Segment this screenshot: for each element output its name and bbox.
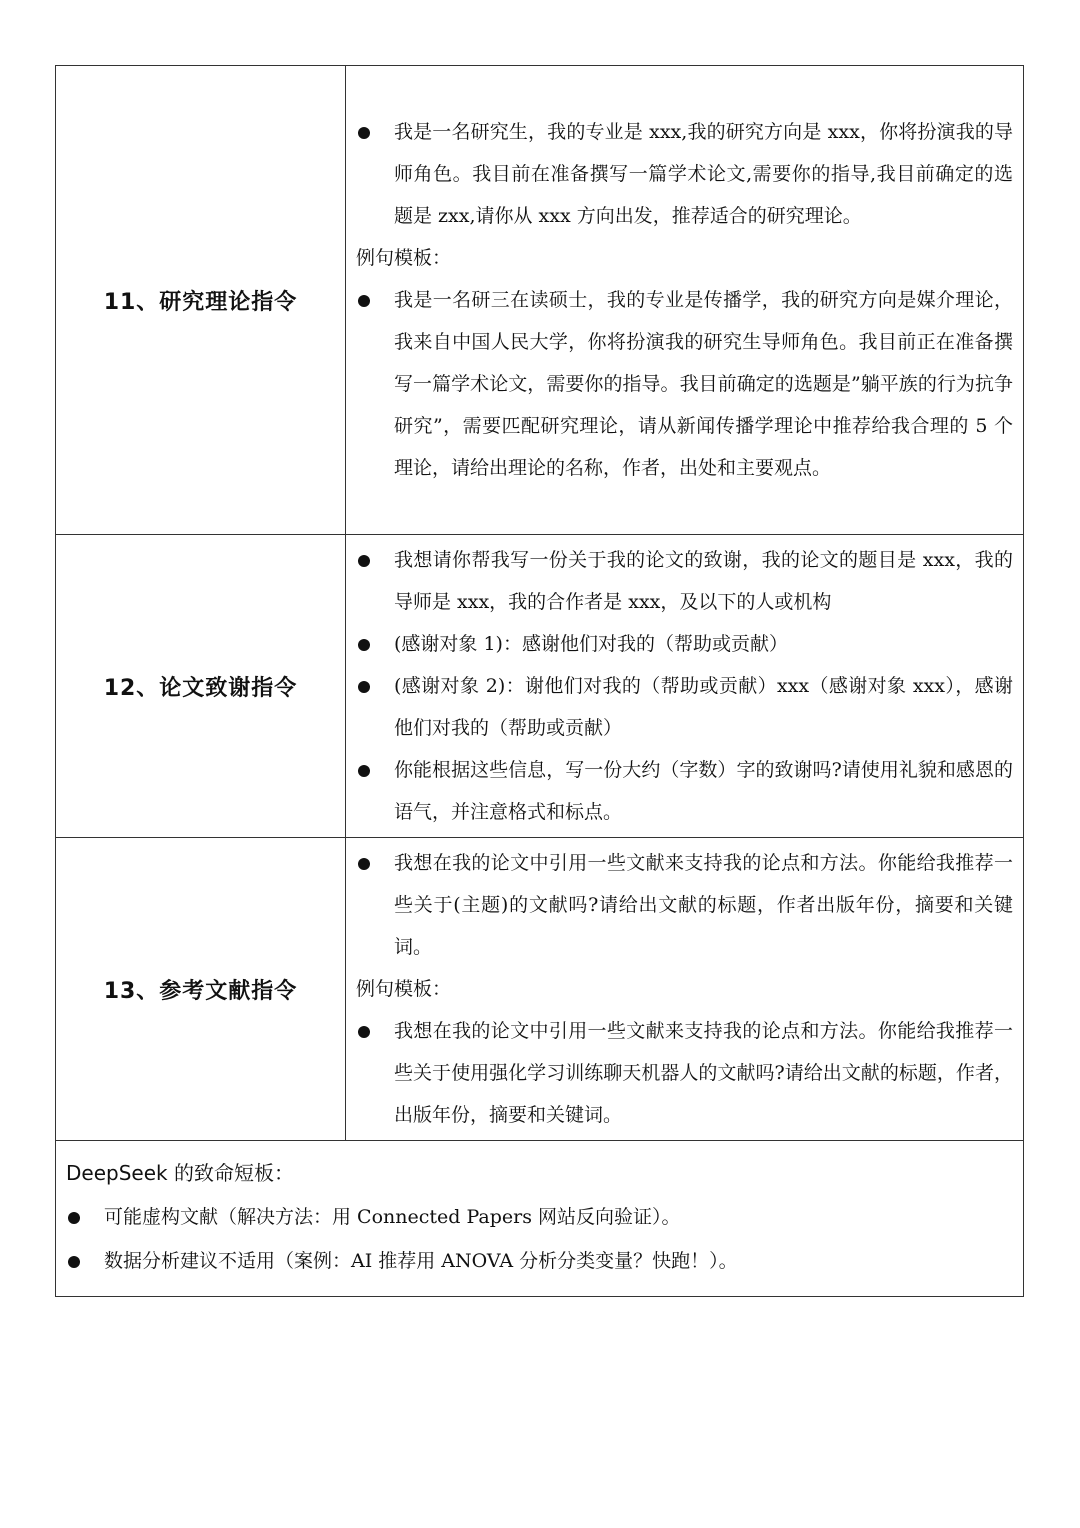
- table-row: [56, 838, 1024, 1141]
- list-item: [356, 1010, 1013, 1136]
- row-content-cell: [346, 838, 1024, 1141]
- footer-title: DeepSeek 的致命短板：: [66, 1160, 294, 1185]
- row-label: 13、参考文献指令: [103, 978, 298, 1004]
- row-label: 12、论文致谢指令: [103, 675, 298, 701]
- list-item-text: 可能虚构文献（解决方法：用 Connected Papers 网站反向验证）。: [104, 1205, 681, 1228]
- bullet-icon: [358, 295, 370, 307]
- template-label: 例句模板：: [356, 978, 452, 1000]
- table-row: [56, 535, 1024, 838]
- list-item-text: 我是一名研三在读硕士，我的专业是传播学，我的研究方向是媒介理论，我来自中国人民大学，你将扮演我的研究生导师角色。我目前正在准备撰写一篇学术论文，需要你的指导。我目前确定的选题是”躺平族的行为抗争研究”，需要匹配研究理论，请从新闻传播学理论中推荐给我合理的 5 个理论，请给出理论的名称，作者，出处和主要观点。: [394, 289, 1013, 479]
- row-content-cell: [346, 66, 1024, 535]
- bullet-icon: [358, 639, 370, 651]
- list-item-text: 我想在我的论文中引用一些文献来支持我的论点和方法。你能给我推荐一些关于使用强化学习训练聊天机器人的文献吗?请给出文献的标题，作者，出版年份，摘要和关键词。: [394, 1020, 1013, 1126]
- list-item: [356, 749, 1013, 833]
- list-item-text: (感谢对象 1)：感谢他们对我的（帮助或贡献）: [394, 633, 788, 655]
- template-label: 例句模板：: [356, 247, 452, 269]
- row-label-cell: [56, 535, 346, 838]
- row-content-cell: [346, 535, 1024, 838]
- bullet-icon: [358, 765, 370, 777]
- list-item-text: 数据分析建议不适用（案例：AI 推荐用 ANOVA 分析分类变量？快跑！）。: [104, 1249, 738, 1272]
- bullet-icon: [358, 681, 370, 693]
- bullet-icon: [358, 555, 370, 567]
- list-item-text: 我是一名研究生，我的专业是 xxx,我的研究方向是 xxx，你将扮演我的导师角色。我目前在准备撰写一篇学术论文,需要你的指导,我目前确定的选题是 zxx,请你从 xxx 方向出发，推荐适合的研究理论。: [394, 121, 1013, 227]
- row-label-cell: [56, 838, 346, 1141]
- table-row: [56, 66, 1024, 535]
- footer-cell: [56, 1141, 1024, 1297]
- bullet-icon: [68, 1256, 80, 1268]
- bullet-icon: [358, 1026, 370, 1038]
- list-item-text: 我想在我的论文中引用一些文献来支持我的论点和方法。你能给我推荐一些关于(主题)的文献吗?请给出文献的标题，作者出版年份，摘要和关键词。: [394, 852, 1013, 958]
- list-item: [356, 111, 1013, 237]
- bullet-icon: [358, 858, 370, 870]
- list-item: [356, 665, 1013, 749]
- instruction-table: [55, 65, 1024, 1297]
- list-item: [356, 539, 1013, 623]
- footer-row: [56, 1141, 1024, 1297]
- list-item-text: 你能根据这些信息，写一份大约（字数）字的致谢吗?请使用礼貌和感恩的语气，并注意格式和标点。: [394, 759, 1013, 823]
- list-item: [66, 1239, 1013, 1283]
- list-item: [66, 1195, 1013, 1239]
- list-item-text: (感谢对象 2)：谢他们对我的（帮助或贡献）xxx（感谢对象 xxx），感谢他们对我的（帮助或贡献）: [394, 675, 1013, 739]
- row-label: 11、研究理论指令: [103, 289, 298, 315]
- bullet-icon: [358, 127, 370, 139]
- list-item: [356, 279, 1013, 489]
- bullet-icon: [68, 1212, 80, 1224]
- list-item: [356, 842, 1013, 968]
- list-item: [356, 623, 1013, 665]
- list-item-text: 我想请你帮我写一份关于我的论文的致谢，我的论文的题目是 xxx，我的导师是 xxx，我的合作者是 xxx，及以下的人或机构: [394, 549, 1013, 613]
- row-label-cell: [56, 66, 346, 535]
